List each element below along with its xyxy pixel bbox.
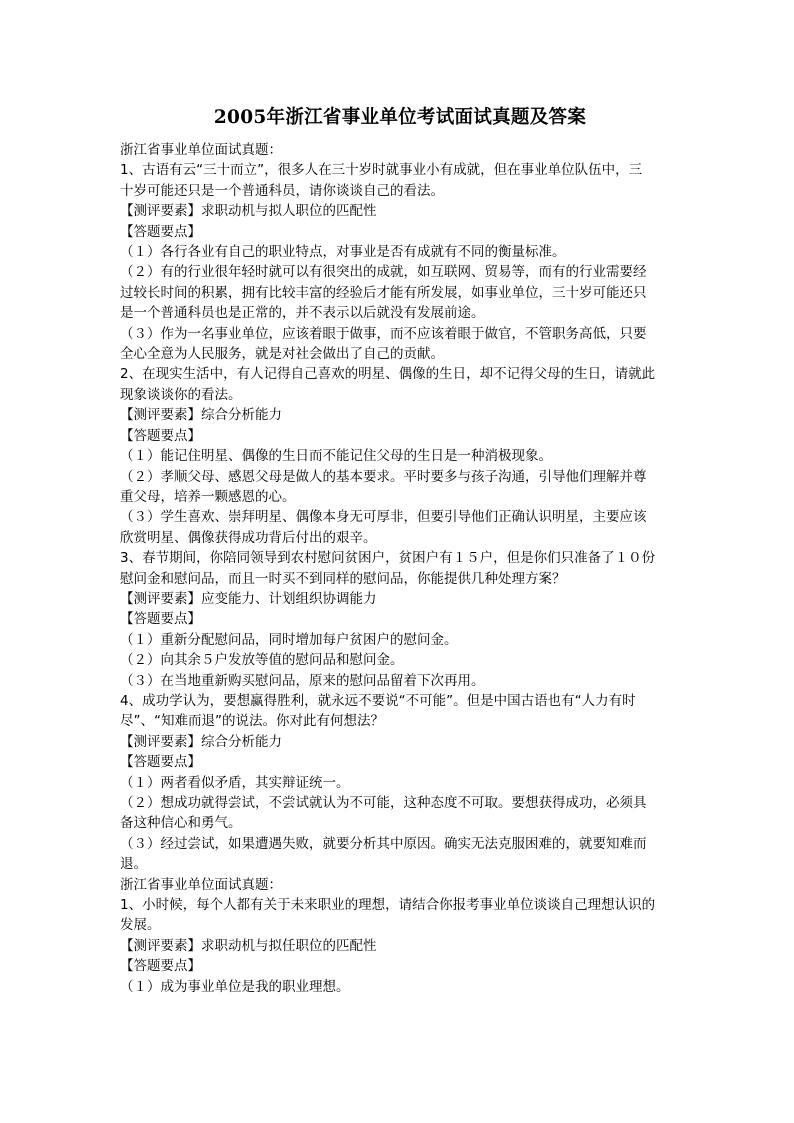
text-line: 【测评要素】应变能力、计划组织协调能力 [120,590,377,607]
text-line: 4、成功学认为，要想赢得胜利，就永远不要说“不可能”。但是中国古语也有“人力有时 [120,692,636,709]
text-line: （３）在当地重新购买慰问品，原来的慰问品留着下次再用。 [120,672,485,689]
text-line: 1、古语有云“三十而立”，很多人在三十岁时就事业小有成就，但在事业单位队伍中，三 [120,162,643,179]
text-line: 十岁可能还只是一个普通科员，请你谈谈自己的看法。 [120,182,444,199]
text-line: 欣赏明星、偶像获得成功背后付出的艰辛。 [120,529,377,546]
text-line: 发展。 [120,917,161,934]
text-line: 3、春节期间，你陪同领导到农村慰问贫困户，贫困户有１５户，但是你们只准备了１０份 [120,550,656,567]
text-line: 【测评要素】求职动机与拟任职位的匹配性 [120,937,377,954]
text-line: （２）向其余５户发放等值的慰问品和慰问金。 [120,652,404,669]
text-line: （１）成为事业单位是我的职业理想。 [120,978,350,995]
text-line: 退。 [120,856,147,873]
document-title: 2005年浙江省事业单位考试面试真题及答案 [213,107,587,128]
text-line: 备这种信心和勇气。 [120,815,242,832]
text-line: 慰问金和慰问品，而且一时买不到同样的慰问品，你能提供几种处理方案？ [120,570,566,587]
text-line: （１）两者看似矛盾，其实辩证统一。 [120,774,350,791]
text-line: 是一个普通科员也是正常的，并不表示以后就没有发展前途。 [120,305,485,322]
text-line: （２）孝顺父母、感恩父母是做人的基本要求。平时要多与孩子沟通，引导他们理解并尊 [120,468,647,485]
text-line: （２）想成功就得尝试，不尝试就认为不可能，这种态度不可取。要想获得成功，必须具 [120,795,647,811]
text-line: 【答题要点】 [120,427,201,444]
text-line: 【答题要点】 [120,223,201,240]
text-line: （２）有的行业很年轻时就可以有很突出的成就，如互联网、贸易等，而有的行业需要经 [120,264,647,281]
text-line: 【答题要点】 [120,754,201,771]
text-line: 浙江省事业单位面试真题： [120,142,282,158]
text-line: （１）各行各业有自己的职业特点，对事业是否有成就有不同的衡量标准。 [120,244,566,261]
text-line: （３）作为一名事业单位，应该着眼于做事，而不应该着眼于做官，不管职务高低，只要 [120,325,647,342]
text-line: 【测评要素】综合分析能力 [120,733,282,750]
document-body [120,140,680,997]
text-line: 全心全意为人民服务，就是对社会做出了自己的贡献。 [120,346,444,363]
text-line: （１）能记住明星、偶像的生日而不能记住父母的生日是一种消极现象。 [120,448,552,465]
text-line: 重父母，培养一颗感恩的心。 [120,488,296,505]
text-line: （１）重新分配慰问品，同时增加每户贫困户的慰问金。 [120,631,458,648]
text-line: 1、小时候，每个人都有关于未来职业的理想，请结合你报考事业单位谈谈自己理想认识的 [120,897,656,914]
text-line: 过较长时间的积累，拥有比较丰富的经验后才能有所发展，如事业单位，三十岁可能还只 [120,284,647,301]
text-line: 【答题要点】 [120,958,201,975]
text-line: 【测评要素】综合分析能力 [120,407,282,424]
text-line: 【答题要点】 [120,611,201,628]
document-page [120,104,680,997]
text-line: （３）学生喜欢、崇拜明星、偶像本身无可厚非，但要引导他们正确认识明星，主要应该 [120,509,647,526]
text-line: 尽”、“知难而退”的说法。你对此有何想法？ [120,713,384,730]
text-line: 2、在现实生活中，有人记得自己喜欢的明星、偶像的生日，却不记得父母的生日，请就此 [120,366,656,383]
text-line: （３）经过尝试，如果遭遇失败，就要分析其中原因。确实无法克服困难的，就要知难而 [120,835,647,852]
text-line: 【测评要素】求职动机与拟人职位的匹配性 [120,203,377,220]
text-line: 浙江省事业单位面试真题： [120,876,282,893]
text-line: 现象谈谈你的看法。 [120,386,242,403]
